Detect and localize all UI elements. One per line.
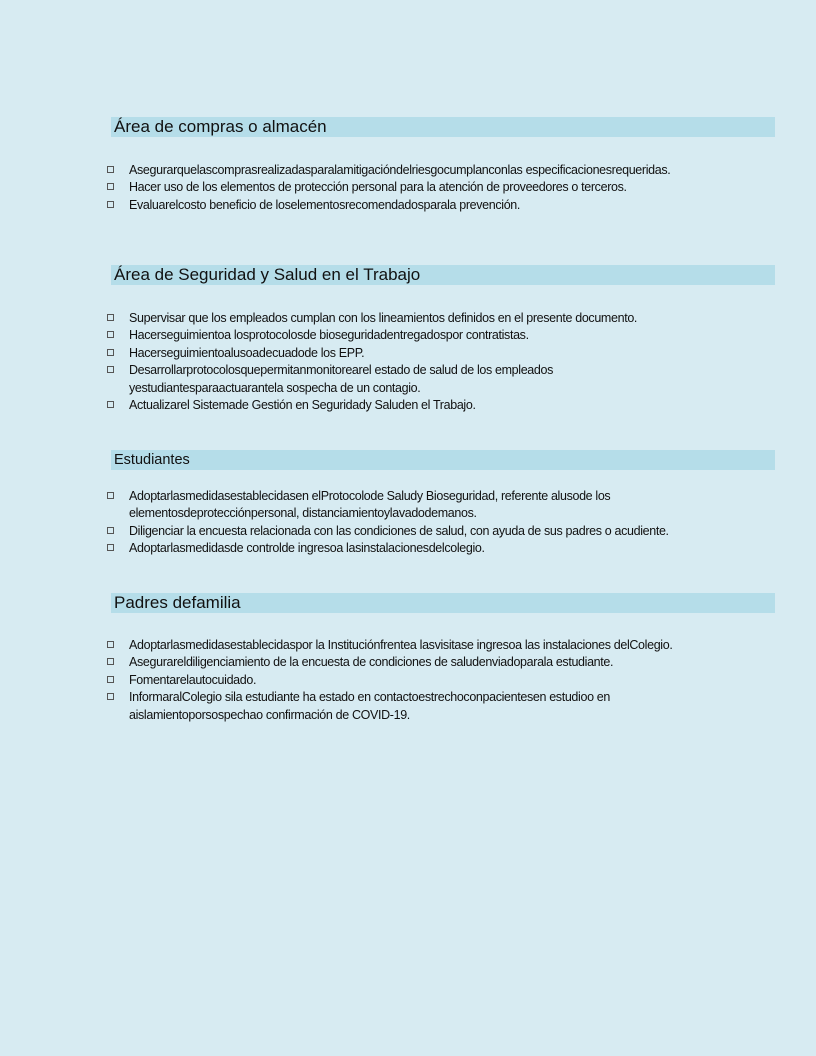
list-item: Adoptarlasmedidasestablecidaspor la Instituciónfrentea lasvisitase ingresoa las instalaciones delColegio. bbox=[107, 637, 707, 654]
section-heading: Área de Seguridad y Salud en el Trabajo bbox=[111, 265, 775, 285]
list-item: Fomentarelautocuidado. bbox=[107, 672, 707, 689]
list-item: InformaralColegio sila estudiante ha estado en contactoestrechoconpacientesen estudioo en aislamientoporsospechao confirmación de COVID-19. bbox=[107, 689, 707, 724]
checkbox-bullet-icon bbox=[107, 331, 114, 338]
checkbox-bullet-icon bbox=[107, 641, 114, 648]
list-item: Asegurarquelascomprasrealizadasparalamitigacióndelriesgocumplanconlas especificacionesrequeridas. bbox=[107, 162, 707, 179]
checkbox-bullet-icon bbox=[107, 658, 114, 665]
section-heading: Estudiantes bbox=[111, 450, 775, 470]
list-item: Hacerseguimientoa losprotocolosde bioseguridadentregadospor contratistas. bbox=[107, 327, 707, 344]
list-item: Hacerseguimientoalusoadecuadode los EPP. bbox=[107, 345, 707, 362]
list-item: Hacer uso de los elementos de protección personal para la atención de proveedores o terceros. bbox=[107, 179, 707, 196]
checkbox-bullet-icon bbox=[107, 314, 114, 321]
list-item: Desarrollarprotocolosquepermitanmonitorearel estado de salud de los empleados yestudiantesparaactuarantela sospecha de un contagio. bbox=[107, 362, 707, 397]
checkbox-bullet-icon bbox=[107, 349, 114, 356]
list-item: Supervisar que los empleados cumplan con los lineamientos definidos en el presente documento. bbox=[107, 310, 707, 327]
checkbox-bullet-icon bbox=[107, 201, 114, 208]
bullet-list bbox=[107, 637, 707, 724]
list-item: Adoptarlasmedidasestablecidasen elProtocolode Saludy Bioseguridad, referente alusode los elementosdeprotecciónpersonal, distanciamientoylavadodemanos. bbox=[107, 488, 707, 523]
bullet-list bbox=[107, 310, 707, 414]
checkbox-bullet-icon bbox=[107, 693, 114, 700]
checkbox-bullet-icon bbox=[107, 183, 114, 190]
checkbox-bullet-icon bbox=[107, 401, 114, 408]
checkbox-bullet-icon bbox=[107, 544, 114, 551]
bullet-list bbox=[107, 162, 707, 214]
list-item: Adoptarlasmedidasde controlde ingresoa lasinstalacionesdelcolegio. bbox=[107, 540, 707, 557]
checkbox-bullet-icon bbox=[107, 676, 114, 683]
list-item: Diligenciar la encuesta relacionada con las condiciones de salud, con ayuda de sus padres o acudiente. bbox=[107, 523, 707, 540]
checkbox-bullet-icon bbox=[107, 166, 114, 173]
section-heading: Área de compras o almacén bbox=[111, 117, 775, 137]
section-heading: Padres defamilia bbox=[111, 593, 775, 613]
checkbox-bullet-icon bbox=[107, 366, 114, 373]
bullet-list bbox=[107, 488, 707, 558]
list-item: Actualizarel Sistemade Gestión en Seguridady Saluden el Trabajo. bbox=[107, 397, 707, 414]
checkbox-bullet-icon bbox=[107, 492, 114, 499]
list-item: Evaluarelcosto beneficio de loselementosrecomendadosparala prevención. bbox=[107, 197, 707, 214]
list-item: Asegurareldiligenciamiento de la encuesta de condiciones de saludenviadoparala estudiante. bbox=[107, 654, 707, 671]
checkbox-bullet-icon bbox=[107, 527, 114, 534]
